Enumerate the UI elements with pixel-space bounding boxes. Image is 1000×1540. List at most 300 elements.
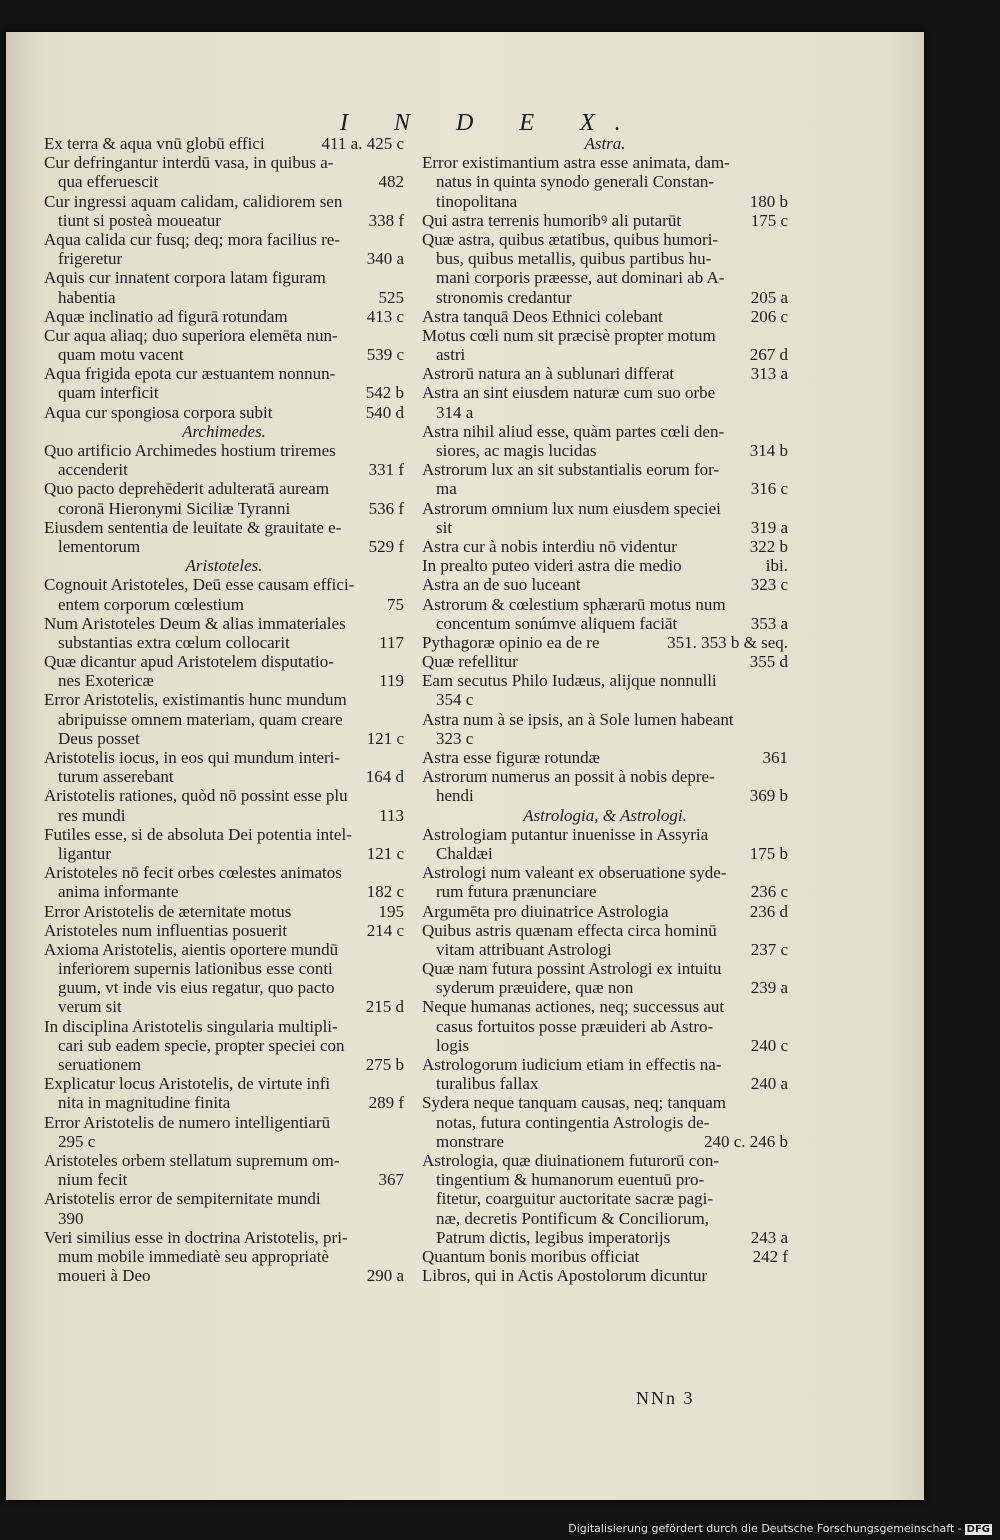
index-text: Astra num à se ipsis, an à Sole lumen habeant: [422, 709, 734, 729]
index-text: sit: [436, 517, 453, 537]
page-reference: 195: [378, 901, 404, 921]
index-line: [422, 403, 788, 422]
index-line: [422, 1170, 788, 1189]
index-heading: [422, 806, 788, 825]
page-reference: 175 b: [749, 843, 788, 863]
index-text: Cur defringantur interdū vasa, in quibus a-: [44, 153, 334, 173]
index-text: Astrologia, quæ diuinationem futurorū con-: [422, 1150, 719, 1170]
page-reference: 340 a: [366, 249, 404, 269]
page-reference: 236 c: [750, 882, 788, 902]
index-text: Axioma Aristotelis, aientis oportere mundū: [44, 939, 339, 959]
index-text: 323 c: [436, 728, 474, 748]
index-text: Astra an de suo luceant: [422, 575, 581, 595]
index-text: coronā Hieronymi Siciliæ Tyranni: [58, 498, 291, 518]
page-reference: ibi.: [765, 556, 788, 576]
index-line: [422, 1017, 788, 1036]
index-line: [44, 518, 404, 537]
page-reference: 289 f: [368, 1093, 404, 1113]
page-reference: 338 f: [368, 210, 404, 230]
page-reference: 75: [387, 594, 404, 614]
index-text: 354 c: [436, 690, 474, 710]
index-line: [44, 863, 404, 882]
index-line: [44, 767, 404, 786]
page-reference: 319 a: [750, 517, 788, 537]
index-text: casus fortuitos posse præuideri ab Astro-: [436, 1016, 714, 1036]
index-text: Error Aristotelis, existimantis hunc mundum: [44, 690, 347, 710]
index-text: Astra tanquā Deos Ethnici colebant: [422, 306, 663, 326]
index-text: Aristotelis rationes, quòd nō possint esse plu: [44, 786, 348, 806]
index-line: [422, 978, 788, 997]
index-line: [44, 307, 404, 326]
index-text: Aquis cur innatent corpora latam figuram: [44, 268, 326, 288]
index-text: concentum sonúmve aliquem faciāt: [436, 613, 678, 633]
index-text: tinopolitana: [436, 191, 518, 211]
index-text: Error existimantium astra esse animata, dam-: [422, 153, 730, 173]
index-line: [422, 652, 788, 671]
index-text: guum, vt inde vis eius regatur, quo pacto: [58, 978, 335, 998]
index-line: [44, 806, 404, 825]
index-text: quam motu vacent: [58, 345, 184, 365]
index-text: Aristoteles num influentias posuerit: [44, 920, 288, 940]
index-text: Aqua cur spongiosa corpora subit: [44, 402, 273, 422]
index-text: syderum præuidere, quæ non: [436, 978, 634, 998]
index-text: Aristoteles.: [185, 556, 263, 576]
index-text: cari sub eadem specie, propter speciei con: [58, 1035, 345, 1055]
index-text: Astra esse figuræ rotundæ: [422, 748, 601, 767]
index-line: [422, 1228, 788, 1247]
dfg-logo: DFG: [966, 1524, 990, 1535]
page-reference: 331 f: [368, 460, 404, 480]
page-reference: 351. 353 b & seq.: [667, 632, 788, 652]
index-line: [422, 902, 788, 921]
index-text: Futiles esse, si de absoluta Dei potentia intel-: [44, 824, 352, 844]
page-reference: 316 c: [750, 479, 788, 499]
index-heading: [422, 134, 788, 153]
index-text: Pythagoræ opinio ea de re: [422, 632, 600, 652]
index-line: [44, 134, 404, 153]
index-line: [44, 153, 404, 172]
page-reference: 411 a. 425 c: [321, 134, 404, 153]
index-line: [44, 1017, 404, 1036]
index-line: [44, 192, 404, 211]
index-line: [44, 1036, 404, 1055]
page-reference: 525: [378, 287, 404, 307]
page-reference: 164 d: [365, 767, 404, 787]
index-line: [44, 882, 404, 901]
index-line: [422, 959, 788, 978]
index-line: [422, 1132, 788, 1151]
index-line: [44, 748, 404, 767]
index-text: mani corporis præesse, aut dominari ab A-: [436, 268, 725, 288]
page-reference: 313 a: [750, 364, 788, 384]
page-reference: 529 f: [368, 536, 404, 556]
page-reference: 236 d: [749, 901, 788, 921]
index-text: ma: [436, 479, 457, 499]
index-text: seruationem: [58, 1055, 142, 1074]
digitization-credit: [568, 1522, 992, 1535]
index-line: [422, 595, 788, 614]
index-line: [44, 1074, 404, 1093]
page-reference: 240 c. 246 b: [703, 1131, 788, 1151]
index-line: [44, 786, 404, 805]
page-reference: 113: [379, 805, 404, 825]
index-text: Astrorum omnium lux num eiusdem speciei: [422, 498, 721, 518]
index-line: [44, 499, 404, 518]
index-line: [422, 1036, 788, 1055]
page-reference: 180 b: [749, 191, 788, 211]
index-text: Astrologi num valeant ex obseruatione syde-: [422, 863, 727, 883]
index-line: [422, 441, 788, 460]
index-text: logis: [436, 1035, 470, 1055]
index-line: [422, 192, 788, 211]
index-text: 295 c: [58, 1131, 96, 1151]
index-line: [44, 1132, 404, 1151]
index-line: [44, 671, 404, 690]
index-line: [422, 1266, 788, 1285]
index-line: [422, 479, 788, 498]
index-line: [422, 499, 788, 518]
page-reference: 175 c: [750, 210, 788, 230]
index-text: Eiusdem sententia de leuitate & grauitate e-: [44, 517, 342, 537]
index-text: turum asserebant: [58, 767, 174, 787]
index-line: [422, 1074, 788, 1093]
page-reference: 243 a: [750, 1227, 788, 1247]
right-index-column: [422, 134, 788, 1285]
index-text: Astrorū natura an à sublunari differat: [422, 364, 675, 384]
index-text: Sydera neque tanquam causas, neq; tanquam: [422, 1093, 727, 1113]
page-reference: 355 d: [749, 652, 788, 672]
index-line: [422, 786, 788, 805]
page-reference: 361: [762, 748, 788, 767]
index-line: [44, 1266, 404, 1285]
index-text: Motus cœli num sit præcisè propter motum: [422, 325, 716, 345]
index-text: 314 a: [436, 402, 474, 422]
index-line: [422, 345, 788, 364]
index-text: Aristoteles orbem stellatum supremum om-: [44, 1150, 340, 1170]
index-text: nes Exotericæ: [58, 671, 154, 691]
index-line: [422, 307, 788, 326]
index-line: [44, 172, 404, 191]
index-line: [44, 997, 404, 1016]
page-reference: 119: [379, 671, 404, 691]
index-text: Aristotelis iocus, in eos qui mundum interi-: [44, 748, 341, 767]
index-line: [422, 997, 788, 1016]
index-text: Quo pacto deprehēderit adulteratā auream: [44, 479, 330, 499]
index-line: [44, 1247, 404, 1266]
page-reference: 314 b: [749, 441, 788, 460]
index-text: Error Aristotelis de æternitate motus: [44, 901, 292, 921]
index-line: [422, 767, 788, 786]
left-index-column: [44, 134, 404, 1285]
index-line: [44, 1170, 404, 1189]
index-text: quam interficit: [58, 383, 159, 403]
index-line: [44, 1151, 404, 1170]
index-line: [422, 729, 788, 748]
index-text: Explicatur locus Aristotelis, de virtute infi: [44, 1074, 331, 1094]
index-text: In disciplina Aristotelis singularia multipli-: [44, 1016, 338, 1036]
index-text: Astrologiam putantur inuenisse in Assyria: [422, 824, 709, 844]
index-line: [44, 614, 404, 633]
index-text: Archimedes.: [182, 421, 266, 441]
index-line: [44, 1209, 404, 1228]
page-reference: 206 c: [750, 306, 788, 326]
page-reference: 536 f: [368, 498, 404, 518]
index-line: [422, 211, 788, 230]
index-text: Quibus astris quænam effecta circa hominū: [422, 920, 717, 940]
index-text: fitetur, coarguitur auctoritate sacræ pagi-: [436, 1189, 714, 1209]
index-heading: [44, 556, 404, 575]
index-text: næ, decretis Pontificum & Conciliorum,: [436, 1208, 709, 1228]
index-text: nita in magnitudine finita: [58, 1093, 231, 1113]
page-reference: 239 a: [750, 978, 788, 998]
index-line: [44, 268, 404, 287]
index-line: [422, 748, 788, 767]
index-text: Astrorum numerus an possit à nobis depre-: [422, 767, 715, 787]
index-text: Chaldæi: [436, 843, 493, 863]
index-text: bus, quibus metallis, quibus partibus hu-: [436, 249, 712, 269]
page-reference: 240 a: [750, 1074, 788, 1094]
index-line: [422, 1189, 788, 1208]
page-reference: 121 c: [366, 843, 404, 863]
index-line: [44, 383, 404, 402]
index-text: inferiorem supernis lationibus esse conti: [58, 959, 333, 979]
index-text: In prealto puteo videri astra die medio: [422, 556, 682, 576]
index-text: Num Aristoteles Deum & alias immateriales: [44, 613, 346, 633]
page-reference: 539 c: [366, 345, 404, 365]
index-text: Astra.: [584, 134, 626, 153]
index-line: [44, 1189, 404, 1208]
page-reference: 117: [379, 632, 404, 652]
page-reference: 290 a: [366, 1266, 404, 1286]
index-text: stronomis credantur: [436, 287, 572, 307]
index-line: [422, 710, 788, 729]
page-reference: 353 a: [750, 613, 788, 633]
index-text: notas, futura contingentia Astrologis de-: [436, 1112, 710, 1132]
index-line: [422, 671, 788, 690]
index-line: [44, 844, 404, 863]
index-line: [422, 1093, 788, 1112]
page-signature: NNn 3: [636, 1388, 695, 1408]
index-text: Aqua calida cur fusq; deq; mora facilius re-: [44, 229, 340, 249]
index-line: [44, 633, 404, 652]
page-reference: 413 c: [366, 306, 404, 326]
index-line: [422, 153, 788, 172]
index-line: [44, 1113, 404, 1132]
page-reference: 242 f: [752, 1246, 788, 1266]
index-text: Astrologia, & Astrologi.: [523, 805, 687, 825]
index-text: res mundi: [58, 805, 126, 825]
index-line: [44, 690, 404, 709]
index-line: [44, 249, 404, 268]
page-reference: 542 b: [365, 383, 404, 403]
index-line: [44, 652, 404, 671]
index-line: [422, 825, 788, 844]
index-text: rum futura prænunciare: [436, 882, 597, 902]
index-line: [44, 940, 404, 959]
page-reference: 182 c: [366, 882, 404, 902]
index-text: lementorum: [58, 536, 141, 556]
index-text: anima informante: [58, 882, 179, 902]
index-text: Libros, qui in Actis Apostolorum dicuntur: [422, 1266, 708, 1286]
index-text: Error Aristotelis de numero intelligentiarū: [44, 1112, 331, 1132]
index-text: frigeretur: [58, 249, 123, 269]
page-reference: 205 a: [750, 287, 788, 307]
index-line: [422, 690, 788, 709]
page-reference: 367: [378, 1170, 404, 1190]
index-line: [44, 211, 404, 230]
index-line: [44, 230, 404, 249]
index-line: [422, 556, 788, 575]
index-line: [422, 288, 788, 307]
index-line: [44, 403, 404, 422]
index-line: [422, 863, 788, 882]
index-line: [422, 882, 788, 901]
index-line: [422, 1209, 788, 1228]
index-line: [422, 844, 788, 863]
index-line: [44, 441, 404, 460]
page-reference: 482: [378, 172, 404, 192]
page-reference: 240 c: [750, 1035, 788, 1055]
index-line: [422, 633, 788, 652]
index-text: Cur ingressi aquam calidam, calidiorem sen: [44, 191, 343, 211]
index-line: [422, 1247, 788, 1266]
index-line: [44, 825, 404, 844]
index-line: [44, 959, 404, 978]
index-text: Deus posset: [58, 728, 140, 748]
index-text: hendi: [436, 786, 474, 806]
index-text: nium fecit: [58, 1170, 128, 1190]
page-reference: 540 d: [365, 402, 404, 422]
index-text: Aristotelis error de sempiternitate mundi: [44, 1189, 321, 1209]
index-text: abripuisse omnem materiam, quam creare: [58, 709, 343, 729]
index-text: Quæ nam futura possint Astrologi ex intuitu: [422, 959, 722, 979]
page-reference: 215 d: [365, 997, 404, 1017]
index-text: Argumēta pro diuinatrice Astrologia: [422, 901, 669, 921]
page-reference: 267 d: [749, 345, 788, 365]
index-line: [422, 537, 788, 556]
index-line: [44, 978, 404, 997]
index-line: [422, 1113, 788, 1132]
credit-text: Digitalisierung gefördert durch die Deutsche Forschungsgemeinschaft -: [568, 1522, 962, 1535]
index-line: [44, 1093, 404, 1112]
index-text: ligantur: [58, 843, 111, 863]
index-line: [422, 422, 788, 441]
index-text: Ex terra & aqua vnū globū effici: [44, 134, 265, 153]
index-text: Patrum dictis, legibus imperatorijs: [436, 1227, 671, 1247]
index-text: Astrorum lux an sit substantialis eorum for-: [422, 460, 720, 480]
page-reference: 214 c: [366, 920, 404, 940]
index-line: [422, 326, 788, 345]
page-reference: 369 b: [749, 786, 788, 806]
index-text: substantias extra cœlum collocarit: [58, 632, 290, 652]
index-line: [422, 575, 788, 594]
index-text: Aquæ inclinatio ad figurā rotundam: [44, 306, 288, 326]
page-reference: 237 c: [750, 939, 788, 959]
index-text: Neque humanas actiones, neq; successus aut: [422, 997, 725, 1017]
index-line: [422, 383, 788, 402]
index-line: [44, 326, 404, 345]
index-line: [44, 710, 404, 729]
index-text: natus in quinta synodo generali Constan-: [436, 172, 715, 192]
index-text: turalibus fallax: [436, 1074, 539, 1094]
index-text: tiunt si posteà moueatur: [58, 210, 221, 230]
index-text: Astrorum & cœlestium sphærarū motus num: [422, 594, 726, 614]
page-reference: 275 b: [365, 1055, 404, 1074]
page-reference: 121 c: [366, 728, 404, 748]
index-line: [422, 249, 788, 268]
index-line: [44, 288, 404, 307]
index-line: [44, 345, 404, 364]
index-text: astri: [436, 345, 466, 365]
index-text: qua efferuescit: [58, 172, 159, 192]
index-line: [422, 268, 788, 287]
index-text: monstrare: [436, 1131, 504, 1151]
index-line: [44, 729, 404, 748]
page-reference: 322 b: [749, 536, 788, 556]
index-text: habentia: [58, 287, 116, 307]
page-header: I N D E X.: [340, 110, 641, 136]
index-text: Qui astra terrenis humoribꝰ ali putarūt: [422, 210, 682, 230]
index-line: [422, 940, 788, 959]
index-line: [422, 614, 788, 633]
index-line: [44, 460, 404, 479]
index-text: Quo artificio Archimedes hostium triremes: [44, 441, 336, 460]
index-text: Cognouit Aristoteles, Deū esse causam effici-: [44, 575, 355, 595]
index-text: Aqua frigida epota cur æstuantem nonnun-: [44, 364, 336, 384]
index-line: [422, 364, 788, 383]
index-text: vitam attribuant Astrologi: [436, 939, 612, 959]
index-line: [422, 230, 788, 249]
index-line: [422, 172, 788, 191]
index-text: accenderit: [58, 460, 128, 480]
index-text: mum mobile immediatè seu appropriatè: [58, 1246, 329, 1266]
index-text: Quæ refellitur: [422, 652, 518, 672]
index-text: Astra cur à nobis interdiu nō videntur: [422, 536, 677, 556]
index-text: tingentium & humanorum euentuū pro-: [436, 1170, 705, 1190]
index-line: [44, 1055, 404, 1074]
index-text: 390: [58, 1208, 84, 1228]
index-heading: [44, 422, 404, 441]
index-line: [44, 921, 404, 940]
index-text: Veri similius esse in doctrina Aristotelis, pri-: [44, 1227, 348, 1247]
index-line: [422, 1055, 788, 1074]
index-line: [422, 460, 788, 479]
index-line: [44, 595, 404, 614]
index-text: Astra an sint eiusdem naturæ cum suo orbe: [422, 383, 716, 403]
index-text: verum sit: [58, 997, 122, 1017]
index-text: Astrologorum iudicium etiam in effectis na-: [422, 1055, 722, 1074]
index-line: [422, 518, 788, 537]
index-line: [422, 921, 788, 940]
index-text: Astra nihil aliud esse, quàm partes cœli den-: [422, 421, 725, 441]
index-text: Eam secutus Philo Iudæus, alijque nonnulli: [422, 671, 717, 691]
index-text: Quæ astra, quibus ætatibus, quibus humori-: [422, 229, 719, 249]
index-line: [44, 479, 404, 498]
index-line: [44, 1228, 404, 1247]
page-reference: 323 c: [750, 575, 788, 595]
index-line: [422, 1151, 788, 1170]
index-text: siores, ac magis lucidas: [436, 441, 597, 460]
index-line: [44, 537, 404, 556]
index-text: entem corporum cœlestium: [58, 594, 245, 614]
index-text: Quantum bonis moribus officiat: [422, 1246, 640, 1266]
index-line: [44, 364, 404, 383]
index-line: [44, 902, 404, 921]
index-text: Quæ dicantur apud Aristotelem disputatio-: [44, 652, 334, 672]
index-line: [44, 575, 404, 594]
index-text: Cur aqua aliaq; duo superiora elemēta nun-: [44, 325, 338, 345]
index-text: Aristoteles nō fecit orbes cœlestes animatos: [44, 863, 342, 883]
